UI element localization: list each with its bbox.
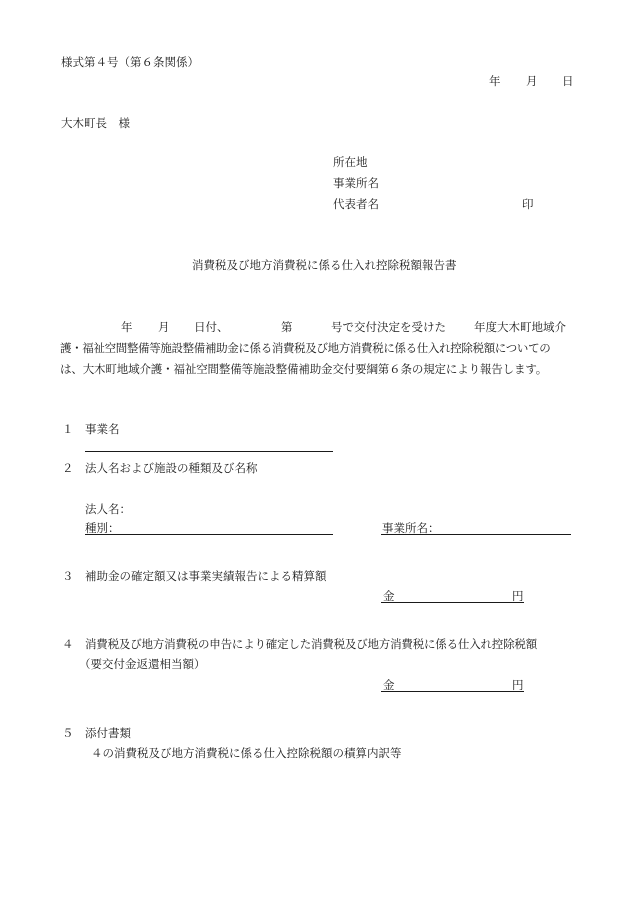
representative-label: 代表者名	[333, 197, 379, 211]
item2-label: 法人名および施設の種類及び名称	[85, 461, 258, 475]
body-dai: 第	[281, 320, 293, 334]
body-year: 年	[121, 320, 133, 334]
location-label: 所在地	[333, 155, 368, 169]
item3-label: 補助金の確定額又は事業実績報告による精算額	[85, 569, 327, 583]
item4-number: ４	[62, 637, 74, 651]
item5-attachment: ４の消費税及び地方消費税に係る仕入控除税額の積算内訳等	[91, 746, 402, 760]
item4-amount-prefix: 金	[383, 678, 395, 692]
body-fiscal-year: 年度大木町地域介	[474, 320, 566, 334]
body-month: 月	[158, 320, 170, 334]
date-month-label: 月	[526, 74, 538, 88]
item2-number: ２	[62, 461, 74, 475]
business-name-label: 事業所名	[333, 176, 379, 190]
facility-name-label: 事業所名：	[382, 521, 440, 535]
body-line-3: は、大木町地域介護・福祉空間整備等施設整備補助金交付要綱第６条の規定により報告します。	[60, 362, 548, 376]
date-day-label: 日	[562, 74, 574, 88]
item4-label: 消費税及び地方消費税の申告により確定した消費税及び地方消費税に係る仕入れ控除税額	[85, 637, 537, 651]
item1-label: 事業名	[85, 422, 120, 436]
item4-amount-suffix: 円	[512, 678, 524, 692]
item3-number: ３	[62, 569, 74, 583]
form-number: 様式第４号（第６条関係）	[61, 55, 199, 69]
item3-amount-underline	[381, 602, 524, 603]
body-day: 日付、	[194, 320, 229, 334]
document-title: 消費税及び地方消費税に係る仕入れ控除税額報告書	[192, 258, 457, 272]
addressee: 大木町長 様	[61, 116, 130, 130]
body-go: 号で交付決定を受けた	[331, 320, 446, 334]
body-line-2: 護・福祉空間整備等施設整備補助金に係る消費税及び地方消費税に係る仕入れ控除税額についての	[60, 341, 551, 355]
date-year-label: 年	[489, 74, 501, 88]
seal-mark: 印	[522, 197, 534, 211]
corp-name-label: 法人名：	[85, 502, 131, 516]
item3-amount-prefix: 金	[383, 589, 395, 603]
item1-number: １	[62, 422, 74, 436]
item4-sublabel: （要交付金返還相当額）	[79, 657, 206, 671]
item4-amount-underline	[381, 691, 524, 692]
item3-amount-suffix: 円	[512, 589, 524, 603]
type-label: 種別：	[85, 521, 120, 535]
facility-name-underline	[381, 534, 571, 535]
item5-number: ５	[62, 726, 74, 740]
type-underline	[85, 534, 333, 535]
item5-label: 添付書類	[85, 726, 131, 740]
item1-underline	[85, 451, 333, 452]
